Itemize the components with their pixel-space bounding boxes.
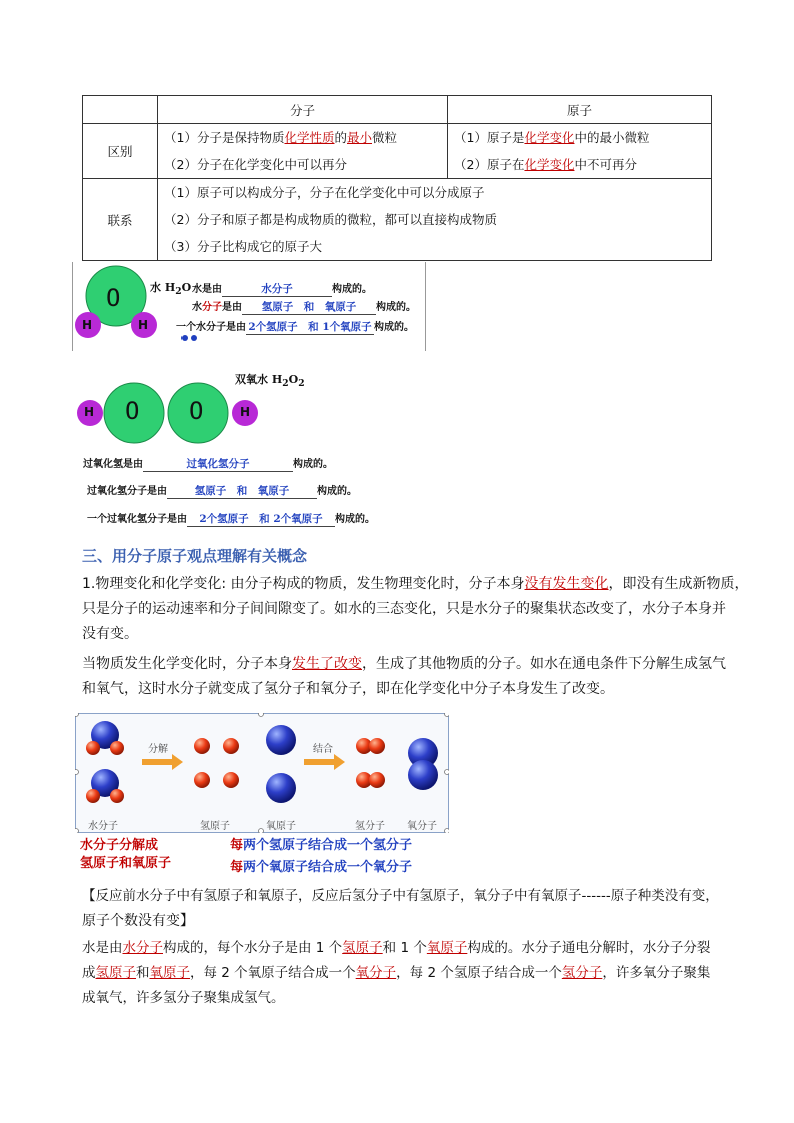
atom-difference-2: （2）原子在化学变化中不可再分 — [454, 157, 637, 172]
atom-difference-1: （1）原子是化学变化中的最小微粒 — [454, 130, 650, 145]
caption-oxygen-atom: 氧原子 — [266, 821, 296, 832]
blue-caption-line-2: 每两个氧原子结合成一个氧分子 — [230, 860, 413, 875]
paragraph-physical-change: 1.物理变化和化学变化: 由分子构成的物质，发生物理变化时，分子本身没有发生变化，即没有生成新物质， 只是分子的运动速率和分子间间隙变了。如水的三态变化，只是水分子的聚集状态改变了，水分子本身并 没有变。 — [82, 576, 749, 642]
paragraph-water-electrolysis: 水是由水分子构成的，每个水分子是由 1 个氢原子和 1 个氧原子构成的。水分子通电分解时，水分子分裂 成氢原子和氧原子，每 2 个氧原子结合成一个氧分子，每 2 个氢原子结合成一个氢分子，许多氧分子聚集 成氧气，许多氢分子聚集成氢气。 — [82, 940, 711, 1006]
oxygen-molecule — [408, 738, 438, 790]
paragraph-chemical-change: 当物质发生化学变化时，分子本身发生了改变，生成了其他物质的分子。如水在通电条件下分解生成氢气 和氧气，这时水分子就变成了氢分子和氧分子，即在化学变化中分子本身发生了改变。 — [82, 656, 726, 697]
caption-hydrogen-molecule: 氢分子 — [355, 821, 385, 832]
hydrogen-atoms — [194, 738, 239, 788]
water-molecule-2 — [86, 769, 124, 803]
difference-atom-cell — [448, 124, 712, 179]
caption-water-molecule: 水分子 — [88, 821, 118, 832]
water-molecule-diagram — [72, 262, 182, 347]
peroxide-title: 双氧水 $H_2O_2$ — [235, 373, 305, 390]
decompose-label: 分解 — [148, 744, 168, 755]
oxygen-atoms — [266, 725, 296, 803]
section-title: 三、用分子原子观点理解有关概念 — [82, 547, 308, 565]
caption-oxygen-molecule: 氧分子 — [407, 821, 437, 832]
peroxide-o-label-left: O — [125, 397, 140, 425]
red-caption-line-2: 氢原子和氧原子 — [80, 856, 172, 871]
row-label-difference: 区别 — [83, 124, 158, 179]
relation-1: （1）原子可以构成分子，分子在化学变化中可以分成原子 — [164, 185, 485, 200]
caption-hydrogen-atom: 氢原子 — [200, 821, 230, 832]
water-line-2: 水分子是由 氢原子 和 氧原子 构成的。 — [192, 301, 416, 313]
water-line-1: 水是由 水分子 构成的。 — [192, 283, 372, 295]
molecule-atom-table — [82, 95, 712, 261]
peroxide-line-2: 过氧化氢分子是由 氢原子 和 氧原子 构成的。 — [87, 485, 357, 497]
header-molecule: 分子 — [158, 96, 448, 124]
water-h-label-left: H — [82, 318, 93, 332]
table-corner-cell — [83, 96, 158, 124]
difference-molecule-cell — [158, 124, 448, 179]
header-atom: 原子 — [448, 96, 712, 124]
blue-caption-line-1: 每两个氢原子结合成一个氢分子 — [230, 838, 413, 853]
peroxide-h-label-right: H — [240, 405, 251, 419]
combine-label: 结合 — [313, 744, 333, 755]
relation-3: （3）分子比构成它的原子大 — [164, 239, 322, 254]
molecule-difference-2: （2）分子在化学变化中可以再分 — [164, 157, 347, 172]
peroxide-line-3: 一个过氧化氢分子是由 2个氢原子 和 2个氧原子 构成的。 — [87, 513, 375, 525]
peroxide-o-label-right: O — [189, 397, 204, 425]
water-h-label-right: H — [138, 318, 149, 332]
selection-handles — [75, 713, 449, 833]
relation-2: （2）分子和原子都是构成物质的微粒，都可以直接构成物质 — [164, 212, 497, 227]
water-o-label: O — [106, 284, 121, 312]
reaction-diagram — [75, 713, 449, 833]
combine-arrow — [304, 754, 345, 770]
peroxide-h-label-left: H — [84, 405, 95, 419]
note-paragraph: 【反应前水分子中有氢原子和氧原子，反应后氢分子中有氢原子，氧分子中有氧原子------原子种类没有变， 原子个数没有变】 — [82, 888, 719, 929]
water-molecule-1 — [86, 721, 124, 755]
relation-cell — [158, 179, 712, 261]
row-label-relation: 联系 — [83, 179, 158, 261]
water-title: 水 $H_2O$ — [150, 281, 192, 298]
decompose-arrow — [142, 754, 183, 770]
molecule-difference-1: （1）分子是保持物质化学性质的最小微粒 — [164, 130, 398, 145]
red-caption-line-1: 水分子分解成 — [80, 838, 159, 853]
hydrogen-molecules — [356, 738, 385, 788]
peroxide-line-1: 过氧化氢是由 过氧化氢分子 构成的。 — [83, 458, 333, 470]
water-line-3: 一个水分子是由 2个氢原子 和 1个氧原子 构成的。 — [176, 321, 414, 333]
